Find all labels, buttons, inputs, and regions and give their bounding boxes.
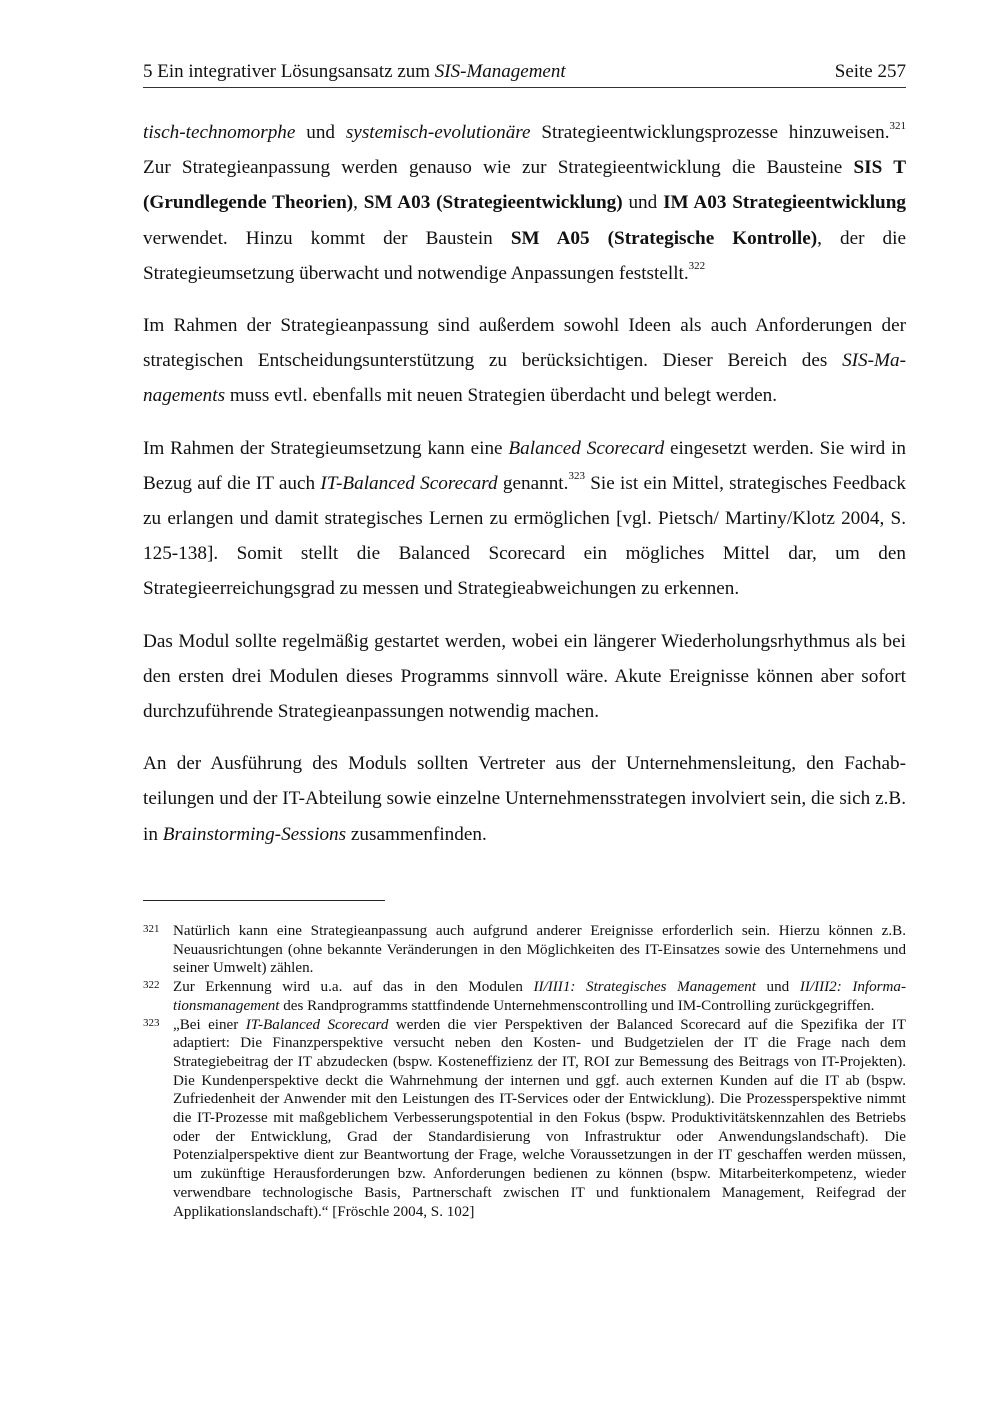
footnote-divider (143, 900, 385, 901)
footnotes (143, 922, 906, 1221)
footnote-number: 323 (143, 1016, 160, 1029)
paragraph-2: Im Rahmen der Strategieanpassung sind außerdem sowohl Ideen als auch Anforderungen der strategischen Entscheidungsunterstützung zu berücksichtigen. Dieser Bereich des SIS-Managements muss evtl. ebenfalls mit neuen Strategien überdacht und belegt werden. (143, 315, 906, 407)
footnote-text: Zur Erkennung wird u.a. auf das in den Modulen II/III1: Strategisches Management und II/III2: Informationsmanagement des Randprogramms stattfindende Unternehmenscontrolling und IM-Controlling zurückgegriffen. (173, 979, 907, 1014)
footnote-ref-321[interactable]: 321 (889, 119, 906, 132)
paragraph-3: Im Rahmen der Strategieumsetzung kann eine Balanced Scorecard eingesetzt werden. Sie wird in Bezug auf die IT auch IT-Balanced Scorecard genannt.$^{323}$ Sie ist ein Mittel, strategisches Feedback zu erlangen und damit strategisches Lernen zu ermöglichen [vgl. Pietsch/ Martiny/Klotz 2004, S. 125-138]. Somit stellt die Balanced Scorecard ein mögliches Mittel dar, um den Strategieerreichungsgrad zu messen und Strategieabweichungen zu erkennen. (143, 437, 907, 600)
paragraph-4: Das Modul sollte regelmäßig gestartet werden, wobei ein längerer Wiederholungsrhythmus als bei den ersten drei Modulen dieses Programms sinnvoll wäre. Akute Ereignisse können aber sofort durchzuführende Strategieanpassungen notwendig machen. (143, 630, 906, 723)
footnote-text: „Bei einer IT-Balanced Scorecard werden die vier Perspektiven der Balanced Scorecard auf die Spezifika der IT adaptiert: Die Finanzperspektive versucht neben den Kosten- und Budgetzielen der IT die Frage nach dem Strategiebeitrag der IT abzudecken (bspw. Kosteneffizienz der IT, ROI zur Bemessung des Beitrags von IT-Projekten). Die Kundenperspektive deckt die Wahrnehmung der internen und ggf. auch externen Kunden auf die IT ab (bspw. Zufriedenheit der Anwender mit den Leistungen des IT-Services oder der Entwicklung). Die Prozessperspektive nimmt die IT-Prozesse mit maßgeblichem Verbesserungspotential in den Fokus (bspw. Produktivitätskennzahlen des Betriebs oder der Entwicklung, Grad der Standardisierung von Infrastruktur oder Anwendungslandschaft). Die Potenzialperspektive dient zur Beantwortung der Frage, welche Voraussetzungen in der IT geschaffen werden müssen, um zukünftige Herausforderungen bzw. Anforderungen bedienen zu können (bspw. Mitarbeiterkompetenz, wieder verwendbare technologische Basis, Partnerschaft zwischen IT und funktionalem Management, Reifegrad der Applikationslandschaft).“ [Fröschle 2004, S. 102] (173, 1016, 906, 1220)
footnote-322 (143, 978, 906, 1015)
footnote-ref-322[interactable]: 322 (688, 260, 706, 273)
page-header (143, 60, 906, 88)
footnote-323 (143, 1016, 906, 1222)
footnote-number: 321 (143, 923, 160, 935)
footnote-ref-323[interactable]: 323 (568, 470, 585, 483)
footnote-text: Natürlich kann eine Strategieanpassung auch aufgrund anderer Ereignisse erforderlich sein. Hierzu können z.B. Neuausrichtungen (ohne bekannte Veränderungen in den Möglichkeiten des IT-Einsatzes sowie des Unternehmens und seiner Umwelt) zählen. (173, 923, 906, 977)
chapter-title: 5 Ein integrativer Lösungsansatz zum SIS-Management (143, 61, 566, 82)
paragraph-5: An der Ausführung des Moduls sollten Vertreter aus der Unternehmensleitung, den Fachabteilungen und der IT-Abteilung sowie einzelne Unternehmensstrategen involviert sein, die sich z.B. in Brainstorming-Sessions zusammenfinden. (143, 753, 906, 845)
page-number: Seite 257 (834, 61, 906, 82)
footnote-321 (143, 922, 906, 978)
footnote-number: 322 (143, 979, 160, 992)
body-text (143, 115, 906, 869)
paragraph-1: tisch-technomorphe und systemisch-evolutionäre Strategieentwicklungsprozesse hinzuweisen.$^{321}$ Zur Strategieanpassung werden genauso wie zur Strategieentwicklung die Bausteine SIS T (Grundlegende Theorien), SM A03 (Strategieentwicklung) und IM A03 Strategieentwicklung verwendet. Hinzu kommt der Baustein SM A05 (Strategische Kontrolle), der die Strategieumsetzung überwacht und notwendige Anpassungen feststellt.$^{322}$ (143, 119, 906, 284)
